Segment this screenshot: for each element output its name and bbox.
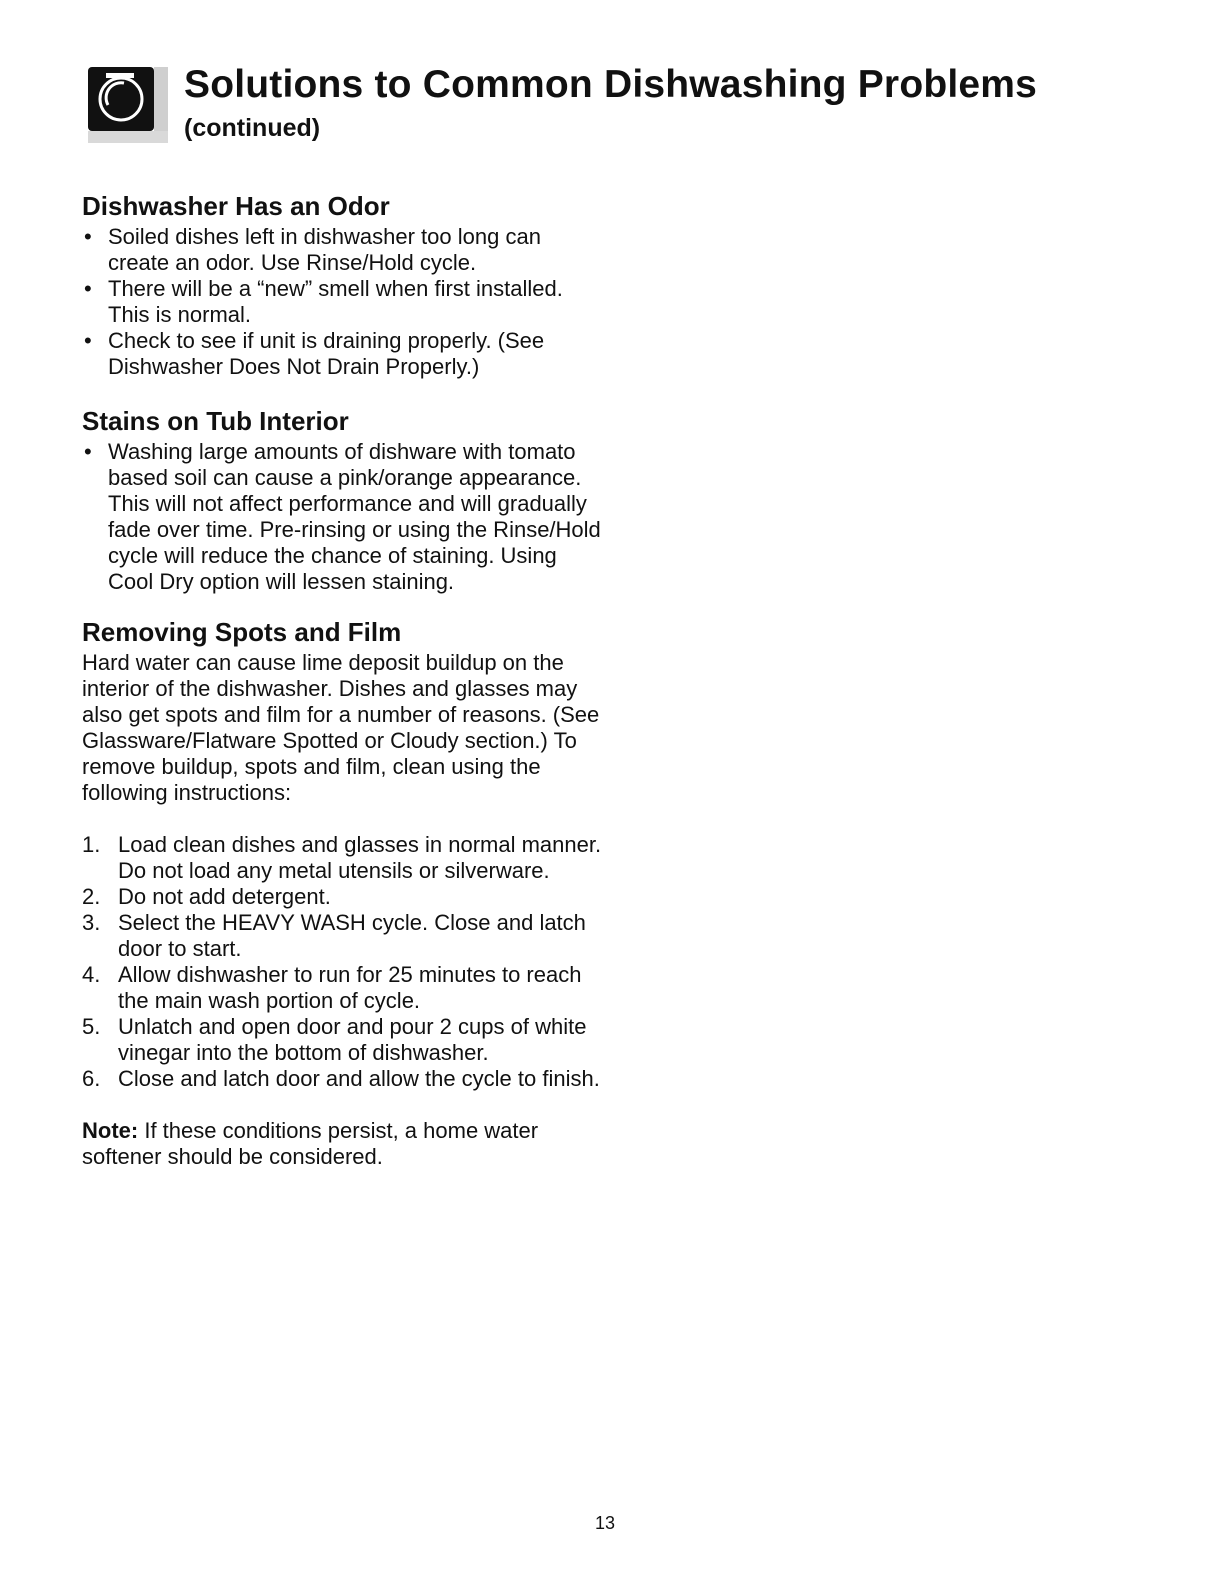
list-item: [82, 328, 602, 380]
spots-intro-paragraph: Hard water can cause lime deposit buildup on the interior of the dishwasher. Dishes and glasses may also get spots and film for a number of reasons. (See Glassware/Flatware Spotted or Cloudy section.) To remove buildup, spots and film, clean using the following instructions:: [82, 650, 600, 805]
list-item: [82, 439, 602, 595]
step-text: Do not add detergent.: [118, 884, 331, 909]
section-heading-odor: Dishwasher Has an Odor: [82, 191, 390, 221]
content-column: [82, 190, 602, 1170]
spots-step-list: [82, 832, 602, 1092]
bullet-marker: •: [84, 224, 92, 249]
list-item: [82, 276, 602, 328]
list-item: [82, 224, 602, 276]
step-text: Unlatch and open door and pour 2 cups of white vinegar into the bottom of dishwasher.: [118, 1014, 587, 1065]
bullet-text: Check to see if unit is draining properly. (See Dishwasher Does Not Drain Properly.): [108, 328, 545, 379]
page-subtitle: (continued): [184, 114, 321, 142]
step-text: Load clean dishes and glasses in normal manner. Do not load any metal utensils or silverware.: [118, 832, 602, 883]
list-item: [82, 962, 602, 1014]
list-item: [82, 832, 602, 884]
note-paragraph: [82, 1118, 602, 1170]
step-number: 2.: [82, 884, 101, 909]
dishwasher-logo-icon: [84, 63, 172, 147]
page-title: Solutions to Common Dishwashing Problems: [184, 63, 1038, 106]
section-odor: [82, 190, 602, 380]
odor-bullet-list: [82, 224, 602, 380]
bullet-text: Soiled dishes left in dishwasher too long can create an odor. Use Rinse/Hold cycle.: [108, 224, 541, 275]
bullet-text: Washing large amounts of dishware with tomato based soil can cause a pink/orange appearance. This will not affect performance and will gradually fade over time. Pre-rinsing or using the Rinse/Hold cycle will reduce the chance of staining. Using Cool Dry option will lessen staining.: [108, 439, 601, 594]
step-number: 3.: [82, 910, 101, 935]
bullet-text: There will be a “new” smell when first installed. This is normal.: [108, 276, 563, 327]
step-number: 4.: [82, 962, 101, 987]
step-number: 1.: [82, 832, 101, 857]
step-number: 5.: [82, 1014, 101, 1039]
note-text: If these conditions persist, a home water softener should be considered.: [82, 1118, 539, 1169]
section-spots: [82, 616, 602, 1170]
step-text: Select the HEAVY WASH cycle. Close and latch door to start.: [118, 910, 586, 961]
list-item: [82, 884, 602, 910]
section-stains: [82, 405, 602, 595]
section-heading-spots: Removing Spots and Film: [82, 617, 402, 647]
step-number: 6.: [82, 1066, 101, 1091]
list-item: [82, 1066, 602, 1092]
step-text: Close and latch door and allow the cycle to finish.: [118, 1066, 600, 1091]
list-item: [82, 910, 602, 962]
bullet-marker: •: [84, 276, 92, 301]
bullet-marker: •: [84, 439, 92, 464]
note-label: Note:: [82, 1118, 139, 1143]
bullet-marker: •: [84, 328, 92, 353]
step-text: Allow dishwasher to run for 25 minutes to reach the main wash portion of cycle.: [118, 962, 582, 1013]
stains-bullet-list: [82, 439, 602, 595]
page-number: 13: [594, 1513, 616, 1533]
section-heading-stains: Stains on Tub Interior: [82, 406, 349, 436]
list-item: [82, 1014, 602, 1066]
